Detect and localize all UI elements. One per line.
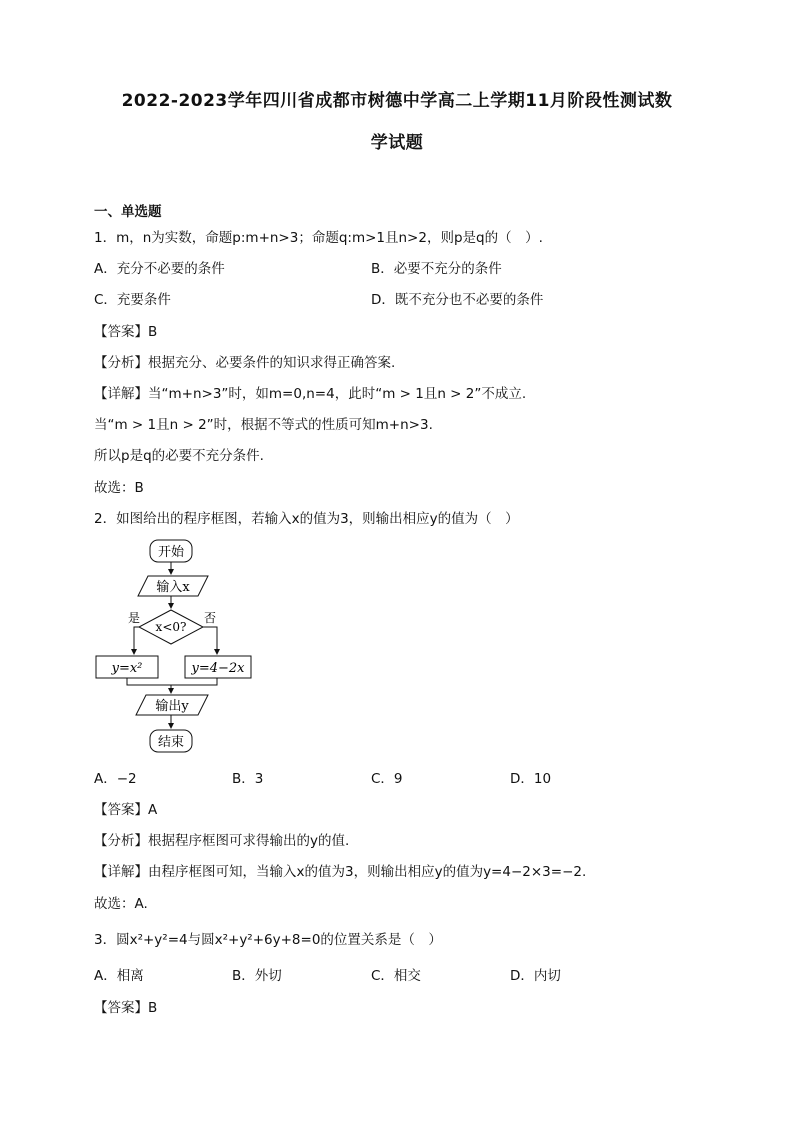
q2-option-b: B．3: [232, 771, 264, 787]
flowchart: [90, 532, 270, 766]
q3-option-c: C．相交: [371, 968, 421, 984]
q1-answer: 【答案】B: [94, 324, 158, 340]
q1-detail-1: 【详解】当“m+n>3”时，如m=0,n=4，此时“m > 1且n > 2”不成立.: [94, 386, 527, 402]
q2-detail-1: 【详解】由程序框图可知，当输入x的值为3，则输出相应y的值为y=4−2×3=−2.: [94, 864, 587, 880]
flowchart-yes-label: 是: [127, 611, 141, 625]
q2-option-c: C．9: [371, 771, 403, 787]
q3-stem: 3．圆x²+y²=4与圆x²+y²+6y+8=0的位置关系是（ ）: [94, 932, 442, 948]
q1-stem: 1．m，n为实数，命题p:m+n>3；命题q:m>1且n>2，则p是q的（ ）.: [94, 230, 543, 246]
q3-option-a: A．相离: [94, 968, 144, 984]
flowchart-start-label: 开始: [157, 545, 185, 560]
q3-option-b: B．外切: [232, 968, 282, 984]
flowchart-no-process-label: y=4−2x: [191, 661, 245, 676]
q1-choice: 故选：B: [94, 480, 144, 496]
document-title-line-1: 2022-2023学年四川省成都市树德中学高二上学期11月阶段性测试数: [121, 91, 673, 111]
q1-analysis: 【分析】根据充分、必要条件的知识求得正确答案.: [94, 355, 396, 371]
flowchart-no-label: 否: [203, 611, 217, 625]
flowchart-yes-process-label: y=x²: [111, 661, 143, 676]
q1-detail-2: 当“m > 1且n > 2”时，根据不等式的性质可知m+n>3.: [94, 417, 433, 433]
flowchart-input-label: 输入x: [156, 580, 190, 595]
flowchart-condition-label: x<0?: [155, 620, 187, 634]
q2-choice: 故选：A.: [94, 896, 148, 912]
q2-answer: 【答案】A: [94, 802, 158, 818]
document-title-line-2: 学试题: [370, 133, 424, 153]
section-heading: 一、单选题: [94, 204, 162, 220]
q1-option-c: C．充要条件: [94, 292, 171, 308]
q1-option-b: B．必要不充分的条件: [371, 261, 502, 277]
q2-option-a: A．−2: [94, 771, 137, 787]
q3-option-d: D．内切: [510, 968, 561, 984]
flowchart-end-label: 结束: [157, 735, 185, 750]
q2-option-d: D．10: [510, 771, 552, 787]
q2-stem: 2．如图给出的程序框图，若输入x的值为3，则输出相应y的值为（ ）: [94, 511, 519, 527]
q1-detail-3: 所以p是q的必要不充分条件.: [94, 448, 264, 464]
q3-answer: 【答案】B: [94, 1000, 158, 1016]
q1-option-a: A．充分不必要的条件: [94, 261, 225, 277]
q1-option-d: D．既不充分也不必要的条件: [371, 292, 544, 308]
q2-analysis: 【分析】根据程序框图可求得输出的y的值.: [94, 833, 350, 849]
flowchart-output-label: 输出y: [155, 699, 189, 714]
